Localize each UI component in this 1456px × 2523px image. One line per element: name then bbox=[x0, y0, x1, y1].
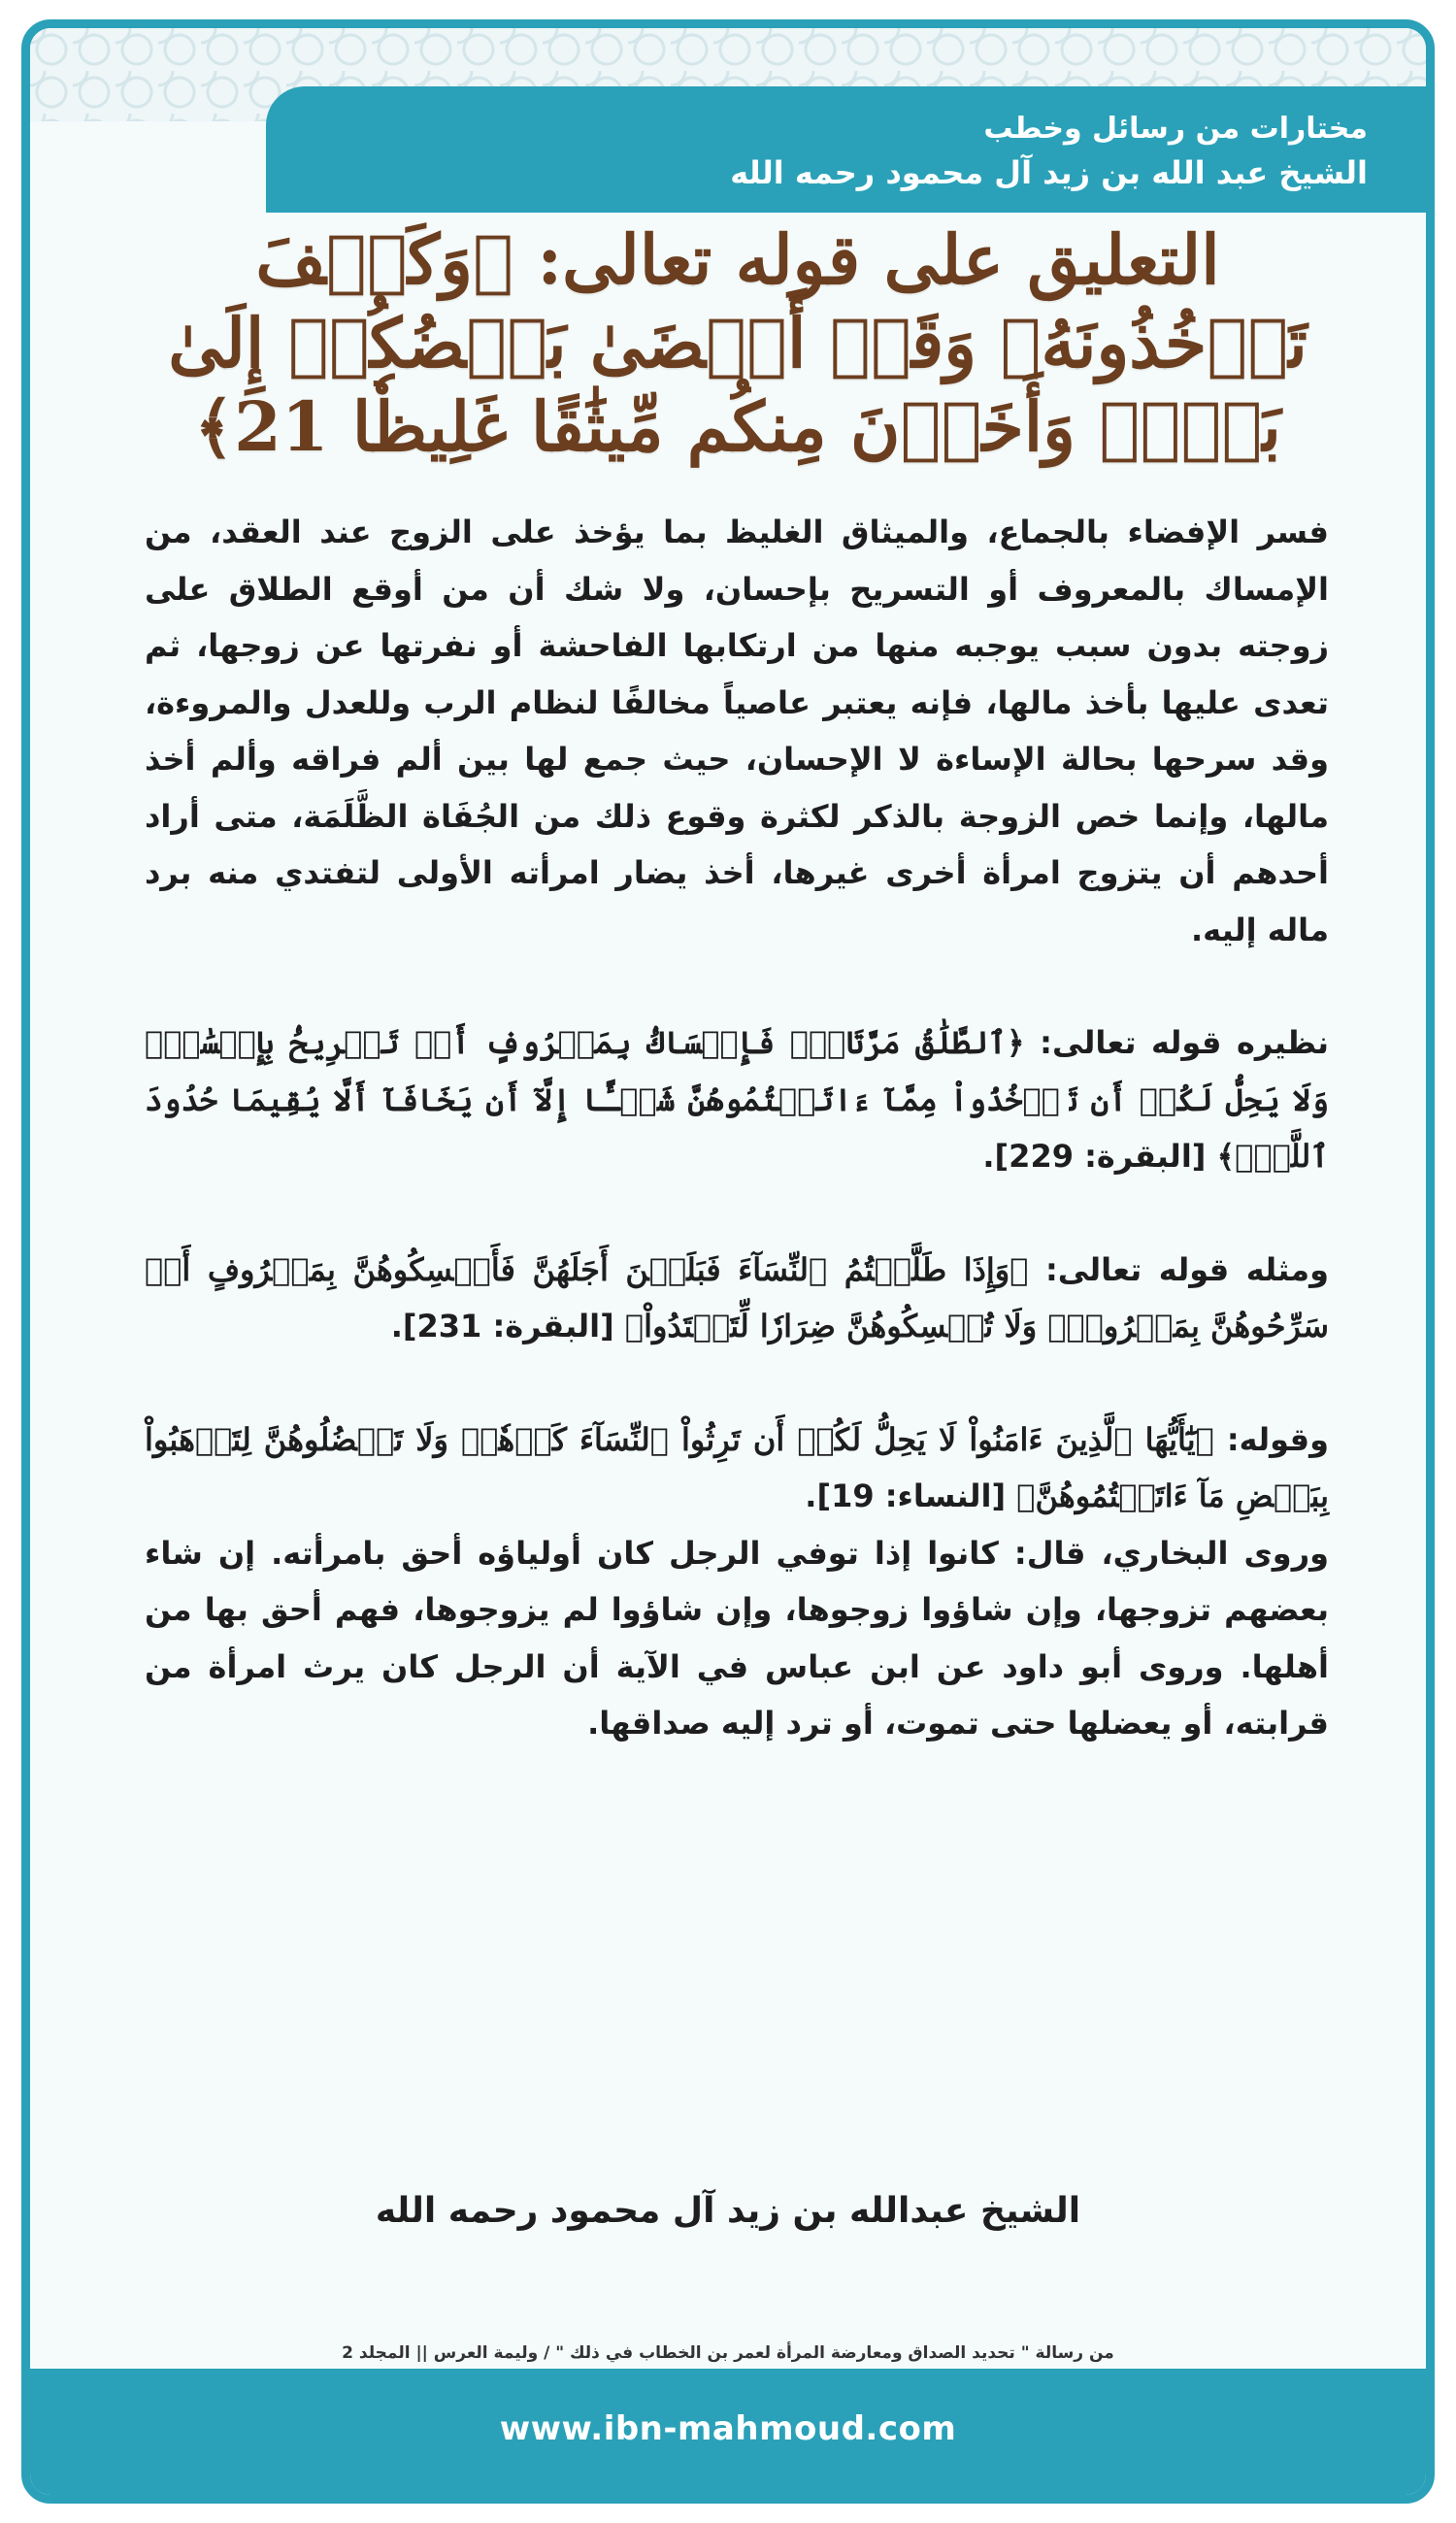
quran-verse-baqarah-231: ﴿وَإِذَا طَلَّقۡتُمُ ٱلنِّسَآءَ فَبَلَغۡنَ أَجَلَهُنَّ فَأَمۡسِكُوهُنَّ بِمَعۡرُوفٍ أَوۡ سَرِّحُوهُنَّ بِمَعۡرُوفٖۚ وَلَا تُمۡسِكُوهُنَّ ضِرَارٗا لِّتَعۡتَدُواْ﴾ bbox=[145, 1250, 1329, 1344]
website-link[interactable]: www.ibn-mahmoud.com bbox=[499, 2409, 957, 2448]
verse-reference: [البقرة: 229]. bbox=[982, 1138, 1217, 1175]
paragraph-2 bbox=[145, 1014, 1329, 1185]
header-banner bbox=[266, 86, 1426, 213]
page-frame bbox=[21, 19, 1435, 2504]
quran-verse-nisa-19: ﴿يَٰٓأَيُّهَا ٱلَّذِينَ ءَامَنُواْ لَا يَحِلُّ لَكُمۡ أَن تَرِثُواْ ٱلنِّسَآءَ كَرۡهٗاۖ وَلَا تَعۡضُلُوهُنَّ لِتَذۡهَبُواْ بِبَعۡضِ مَآ ءَاتَيۡتُمُوهُنَّ﴾ bbox=[145, 1420, 1329, 1514]
paragraph-3-intro: ومثله قوله تعالى: bbox=[1028, 1250, 1329, 1288]
paragraph-1: فسر الإفضاء بالجماع، والميثاق الغليظ بما يؤخذ على الزوج عند العقد، من الإمساك بالمعروف أو التسريح بإحسان، ولا شك أن من أوقع الطلاق على زوجته بدون سبب يوجبه منها من ارتكابها الفاحشة أو نفرتها عن زوجها، ثم تعدى عليها بأخذ مالها، فإنه يعتبر عاصياً مخالفًا لنظام الرب وللعدل والمروءة، وقد سرحها بحالة الإساءة لا الإحسان، حيث جمع لها بين ألم فراقه وألم أخذ مالها، وإنما خص الزوجة بالذكر لكثرة وقوع ذلك من الجُفَاة الظَّلَمَة، متى أراد أحدهم أن يتزوج امرأة أخرى غيرها، أخذ يضار امرأته الأولى لتفتدي منه برد ماله إليه. bbox=[145, 514, 1329, 948]
article-body bbox=[145, 504, 1329, 1752]
article-title: التعليق على قوله تعالى: ﴿وَكَيۡفَ تَأۡخُذُونَهُۥ وَقَدۡ أَفۡضَىٰ بَعۡضُكُمۡ إِلَىٰ بَعۡضٖ وَأَخَذۡنَ مِنكُم مِّيثَٰقًا غَلِيظٗا 21﴾ bbox=[168, 219, 1307, 467]
source-citation: من رسالة " تحديد الصداق ومعارضة المرأة لعمر بن الخطاب في ذلك " / وليمة العرس || المجلد 2 bbox=[342, 2343, 1114, 2363]
paragraph-4-intro: وقوله: bbox=[1213, 1420, 1330, 1458]
paragraph-2-intro: نظيره قوله تعالى: bbox=[1024, 1024, 1329, 1061]
signature: الشيخ عبدالله بن زيد آل محمود رحمه الله bbox=[375, 2191, 1081, 2231]
paragraph-5: وروى البخاري، قال: كانوا إذا توفي الرجل كان أولياؤه أحق بامرأته. إن شاء بعضهم تزوجها، وإن شاؤوا زوجوها، وإن شاؤوا لم يزوجوها، فهم أحق بها من أهلها. وروى أبو داود عن ابن عباس في الآية أن الرجل كان يرث امرأة من قرابته، أو يعضلها حتى تموت، أو ترد إليه صداقها. bbox=[145, 1534, 1329, 1742]
quran-verse-baqarah-229: ﴿ٱلطَّلَٰقُ مَرَّتَانِۖ فَإِمۡسَاكُۢ بِمَعۡرُوفٍ أَوۡ تَسۡرِيحُۢ بِإِحۡسَٰنٖۗ وَلَا يَحِلُّ لَكُمۡ أَن تَأۡخُذُواْ مِمَّآ ءَاتَيۡتُمُوهُنَّ شَيۡـًٔا إِلَّآ أَن يَخَافَآ أَلَّا يُقِيمَا حُدُودَ ٱللَّهِۖ﴾ bbox=[145, 1024, 1330, 1175]
paragraph-3 bbox=[145, 1242, 1329, 1355]
verse-reference: [النساء: 19]. bbox=[805, 1477, 1017, 1514]
footer-bar bbox=[30, 2369, 1426, 2495]
verse-reference: [البقرة: 231]. bbox=[390, 1308, 625, 1344]
author-name: الشيخ عبد الله بن زيد آل محمود رحمه الله bbox=[730, 154, 1368, 191]
paragraph-4 bbox=[145, 1411, 1329, 1525]
series-title: مختارات من رسائل وخطب bbox=[983, 112, 1368, 146]
